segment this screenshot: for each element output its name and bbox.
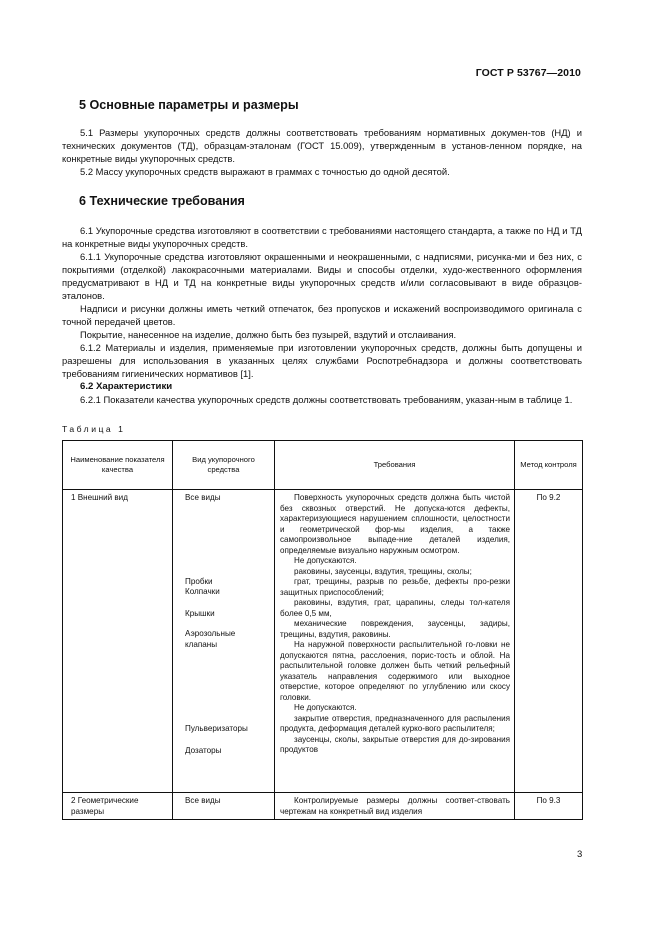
req-sprayers: закрытие отверстия, предназначенного для распыления продукта, деформация деталей курко-вого распылителя;: [280, 713, 510, 733]
row1-kinds: [173, 490, 275, 793]
kind-caps: Колпачки: [185, 587, 220, 596]
row2-requirements: [275, 793, 515, 820]
header-kind: Вид укупорочного средства: [173, 441, 275, 490]
req-spray-head: На наружной поверхности распылительной го-ловки не допускаются пятна, расслоения, порис-тость и облой. На распылительной головке должен быть четкий рельефный указатель направления содержимого или выходное отверстие, которое определяют по углублению или скосу головки.: [280, 640, 510, 702]
page-number: 3: [577, 849, 583, 860]
req-plugs: раковины, заусенцы, вздутия, трещины, сколы;: [294, 566, 472, 576]
kind-plugs: Пробки: [185, 576, 213, 586]
table-header-row: [63, 441, 583, 490]
req-caps: грат, трещины, разрыв по резьбе, дефекты про-резки защитных приспособлений;: [280, 577, 510, 597]
req-lids: раковины, вздутия, грат, царапины, следы тол-кателя более 0,5 мм,: [280, 598, 510, 618]
header-method: Метод контроля: [515, 441, 583, 490]
paragraph-6-1-2: 6.1.2 Материалы и изделия, применяемые при изготовлении укупорочных средств, должны быть допущены и разрешены для использования в указанных целях службами Роспотребнадзора и должны соответствовать требованиям гигиенических нормативов [1].: [62, 342, 582, 379]
row2-method: По 9.3: [515, 793, 583, 820]
row1-requirements: [275, 490, 515, 793]
quality-table: [62, 440, 583, 820]
paragraph-6-2-1: 6.2.1 Показатели качества укупорочных средств должны соответствовать требованиям, указан-ным в таблице 1.: [80, 394, 573, 405]
document-id-header: ГОСТ Р 53767—2010: [475, 67, 581, 79]
kind-lids: Крышки: [185, 608, 215, 618]
row2-indicator: 2 Геометрические размеры: [63, 793, 173, 820]
row1-indicator: 1 Внешний вид: [63, 490, 173, 793]
section-6-title: 6 Технические требования: [79, 194, 245, 208]
table-row: [63, 490, 583, 793]
table-caption: Таблица 1: [62, 424, 126, 434]
paragraph-5-1: 5.1 Размеры укупорочных средств должны соответствовать требованиям нормативных докумен-тов (НД) и технических документов (ТД), образцам-эталонам (ГОСТ 15.009), утвержденным в установ-ленном порядке, на конкретные виды укупорочных средств.: [62, 127, 582, 164]
page-content: [62, 98, 582, 820]
row2-kind: Все виды: [173, 793, 275, 820]
subsection-6-2-title: 6.2 Характеристики: [80, 381, 173, 392]
paragraph-inscriptions: Надписи и рисунки должны иметь четкий отпечаток, без пропусков и искажений воспроизводимого оригинала с точной передачей цветов.: [62, 303, 582, 327]
paragraph-coating: Покрытие, нанесенное на изделие, должно быть без пузырей, вздутий и отслаивания.: [80, 329, 457, 340]
header-indicator: Наименование показателя качества: [63, 441, 173, 490]
req-aerosol-valves: механические повреждения, заусенцы, задиры, трещины, вздутия, раковины.: [280, 619, 510, 639]
kind-aerosol: Аэрозольные: [185, 629, 236, 638]
paragraph-6-1: 6.1 Укупорочные средства изготовляют в соответствии с требованиями настоящего стандарта, а также по НД и ТД на конкретные виды укупорочных средств.: [62, 225, 582, 249]
paragraph-5-2: 5.2 Массу укупорочных средств выражают в граммах с точностью до одной десятой.: [80, 166, 450, 177]
req-not-allowed-2: Не допускаются.: [294, 703, 357, 712]
req-surface: Поверхность укупорочных средств должна быть чистой без сквозных отверстий. Не допуска-ются дефекты, характеризующиеся нарушением сплошности, целостности и геометрической фор-мы изделия, а также самопроизвольное выпаде-ние деталей изделия, определяемые визуально наружным осмотром.: [280, 493, 510, 555]
kind-dispensers: Дозаторы: [185, 745, 222, 755]
row1-method: По 9.2: [515, 490, 583, 793]
section-5-title: 5 Основные параметры и размеры: [79, 98, 299, 112]
paragraph-6-1-1: 6.1.1 Укупорочные средства изготовляют окрашенными и неокрашенными, с надписями, рисунка-ми и без них, с покрытиями (отделкой) лакокрасочными материалами. Виды и способы отделки, худо-жественного оформления предусматривают в НД и ТД на конкретные виды укупорочных средств и/или согласовывают в виде образцов-эталонов.: [62, 251, 582, 301]
kind-valves: клапаны: [185, 639, 218, 649]
table-row: [63, 793, 583, 820]
req-dispensers: заусенцы, сколы, закрытые отверстия для до-зирования продуктов: [280, 734, 510, 754]
kind-all: Все виды: [185, 493, 221, 502]
kind-sprayers: Пульверизаторы: [185, 724, 248, 733]
req-not-allowed-1: Не допускаются.: [294, 556, 357, 565]
header-requirements: Требования: [275, 441, 515, 490]
req-dimensions: Контролируемые размеры должны соответ-ствовать чертежам на конкретный вид изделия: [280, 796, 510, 816]
